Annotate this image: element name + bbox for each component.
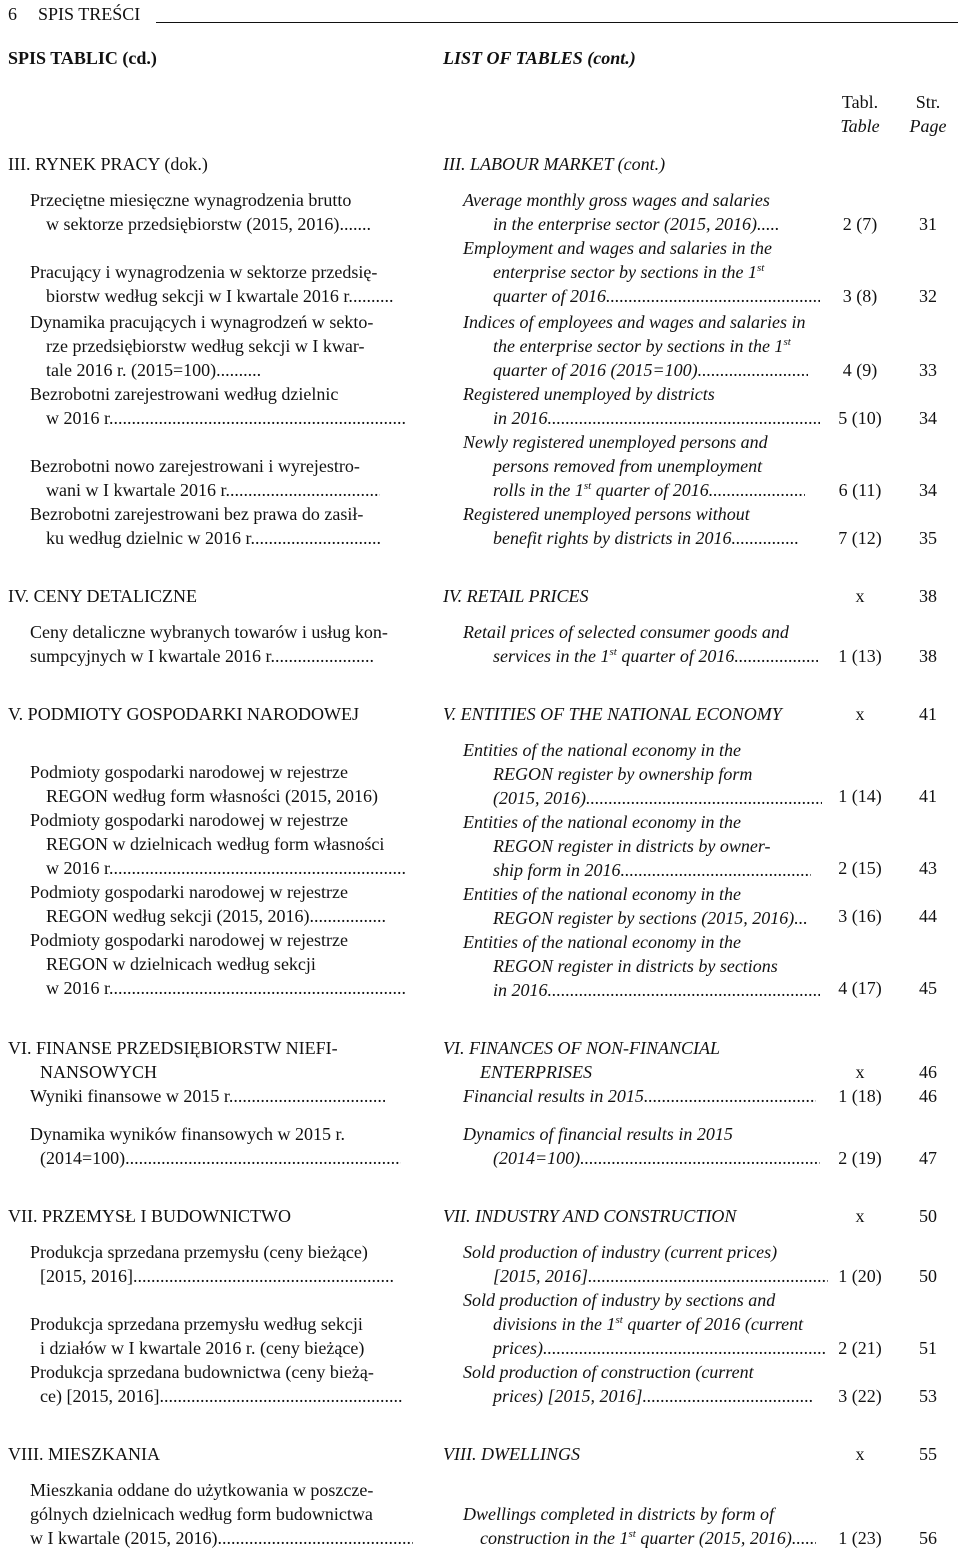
- section-heading-en: III. LABOUR MARKET (cont.): [443, 154, 666, 174]
- section-tabl: x: [855, 586, 865, 606]
- title-pl: SPIS TABLIC (cd.): [8, 48, 157, 68]
- section-page: 55: [919, 1444, 937, 1464]
- section-heading-en-cont: ENTERPRISES: [480, 1062, 592, 1082]
- title-en: LIST OF TABLES (cont.): [443, 48, 636, 68]
- section-heading-en: VIII. DWELLINGS: [443, 1444, 580, 1464]
- section-heading-pl: III. RYNEK PRACY (dok.): [8, 154, 208, 174]
- section-tabl: x: [855, 1444, 865, 1464]
- section-heading-en: VI. FINANCES OF NON-FINANCIAL: [443, 1038, 720, 1058]
- section-page: 41: [919, 704, 937, 724]
- section-heading-pl-cont: NANSOWYCH: [40, 1062, 157, 1082]
- section-tabl: x: [855, 1206, 865, 1226]
- section-heading-pl: V. PODMIOTY GOSPODARKI NARODOWEJ: [8, 704, 360, 724]
- section-tabl: x: [855, 1062, 865, 1082]
- section-heading-pl: IV. CENY DETALICZNE: [8, 586, 198, 606]
- section-heading-en: V. ENTITIES OF THE NATIONAL ECONOMY: [443, 704, 782, 724]
- col-header-str: Str. Page: [909, 92, 947, 136]
- section-heading-pl: VIII. MIESZKANIA: [8, 1444, 160, 1464]
- section-heading-pl: VII. PRZEMYSŁ I BUDOWNICTWO: [8, 1206, 291, 1226]
- section-heading-en: VII. INDUSTRY AND CONSTRUCTION: [443, 1206, 737, 1226]
- header-rule: [156, 22, 958, 23]
- running-header: SPIS TREŚCI: [38, 4, 141, 24]
- page-number: 6: [8, 4, 17, 24]
- section-page: 50: [919, 1206, 937, 1226]
- section-heading-pl: VI. FINANSE PRZEDSIĘBIORSTW NIEFI-: [8, 1038, 338, 1058]
- section-page: 46: [919, 1062, 937, 1082]
- section-page: 38: [919, 586, 937, 606]
- section-tabl: x: [855, 704, 865, 724]
- section-heading-en: IV. RETAIL PRICES: [443, 586, 589, 606]
- col-header-tabl: Tabl. Table: [840, 92, 880, 136]
